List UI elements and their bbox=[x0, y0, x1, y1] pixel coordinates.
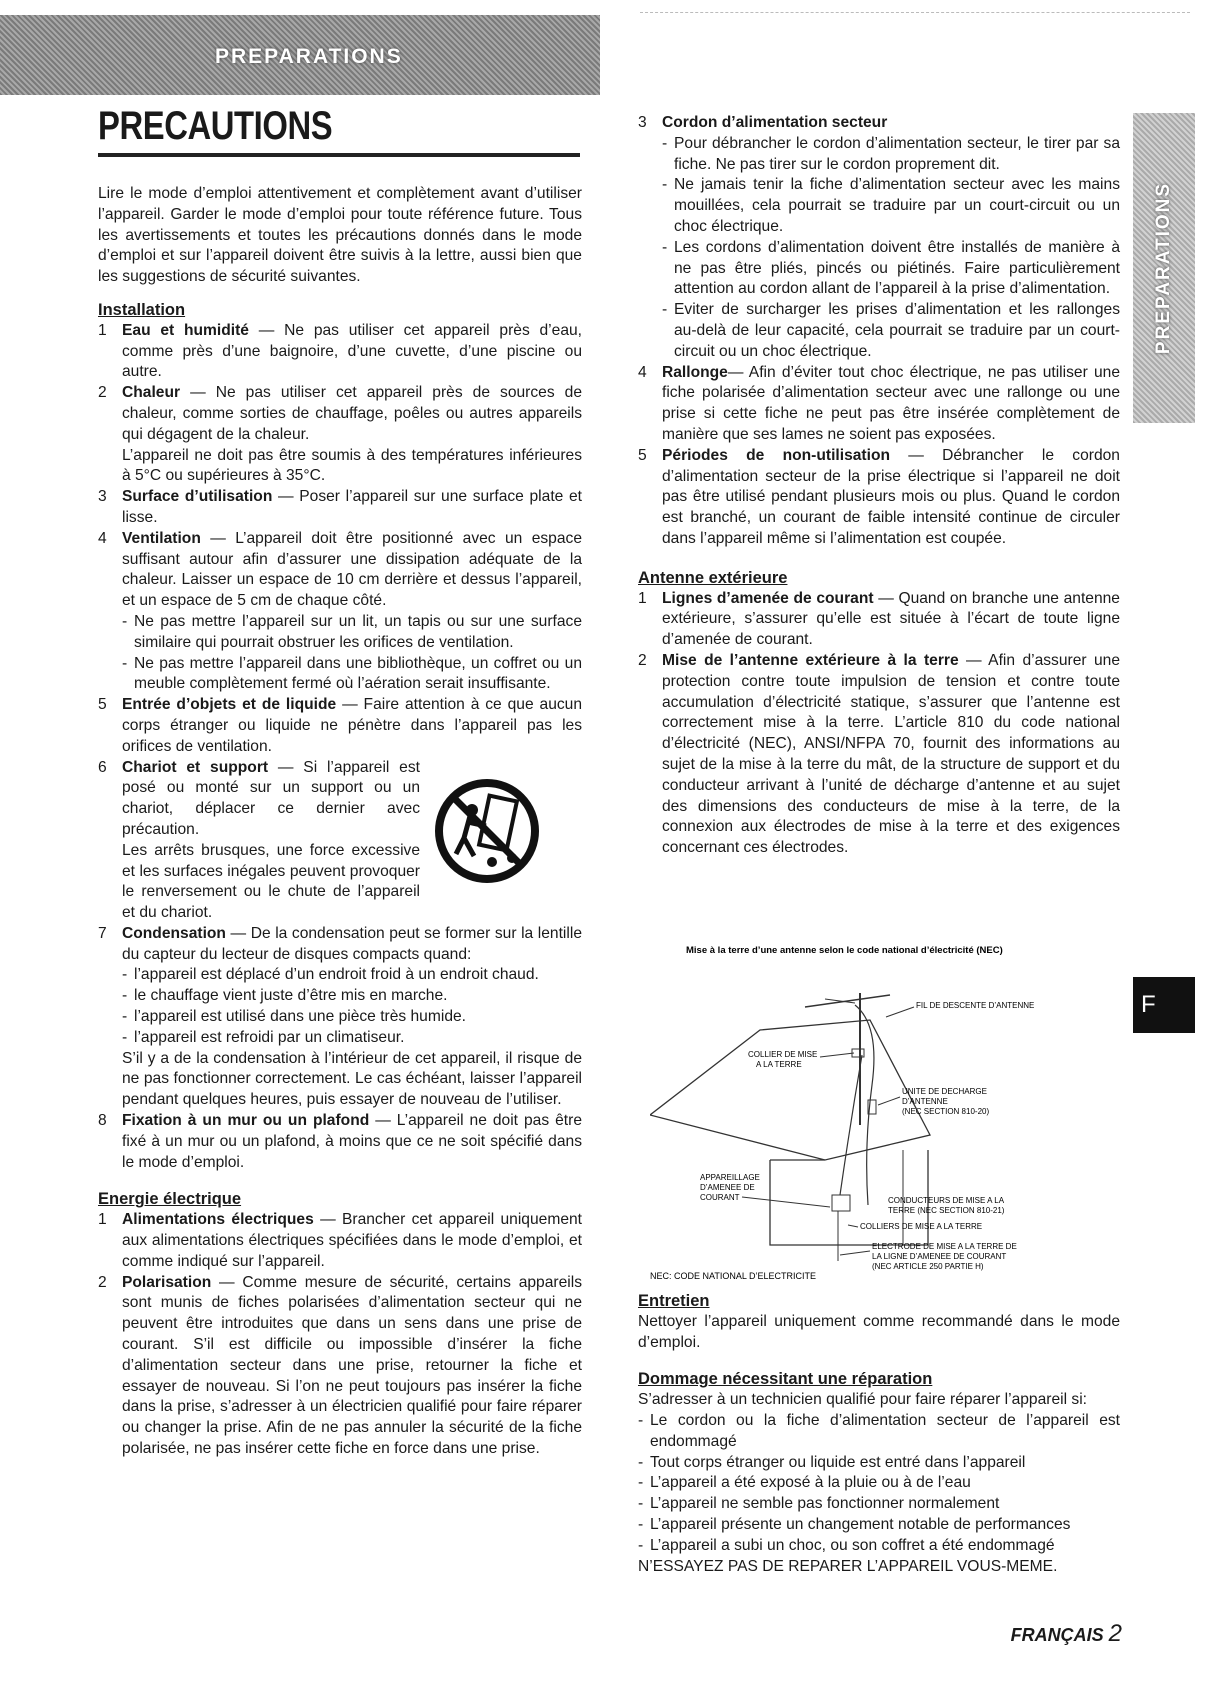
list-item: 2 Chaleur — Ne pas utiliser cet appareil près de sources de chaleur, comme sorties de chauffage, poêles ou autres appareils qui dégagent de la chaleur. L’appareil ne doit pas être soumis à des températures inférieures à 5°C ou supérieures à 35°C. bbox=[98, 384, 582, 485]
side-section-tab: PREPARATIONS bbox=[1133, 113, 1195, 423]
sub-item: - Pour débrancher le cordon d’alimentation secteur, le tirer par sa fiche. Ne pas tirer sur le cordon proprement dit. bbox=[662, 134, 1120, 173]
bullet-item: - L’appareil ne semble pas fonctionner normalement bbox=[638, 1495, 1000, 1513]
top-divider bbox=[640, 12, 1190, 13]
sub-item: - Ne pas mettre l’appareil dans une bibliothèque, un coffret ou un meuble complètement fermé où l’aération serait insuffisante. bbox=[122, 654, 582, 693]
list-item: 1 Lignes d’amenée de courant — Quand on branche une antenne extérieure, s’assurer qu’elle est située à l’écart de toute ligne d’amenée de courant. bbox=[638, 589, 1120, 649]
footer-language: FRANÇAIS bbox=[1010, 1625, 1104, 1645]
page-footer bbox=[1011, 1620, 1122, 1648]
cart-warning-icon bbox=[432, 776, 542, 886]
svg-text:A LA TERRE: A LA TERRE bbox=[756, 1060, 802, 1069]
dommage-intro: S’adresser à un technicien qualifié pour faire réparer l’appareil si: bbox=[638, 1391, 1087, 1409]
right-lower-column bbox=[638, 1291, 1120, 1577]
sub-item: - l’appareil est refroidi par un climatiseur. bbox=[122, 1028, 405, 1046]
sub-item: - Ne jamais tenir la fiche d’alimentation secteur avec les mains mouillées, cela pourrait se traduire par un court-circuit ou un choc électrique. bbox=[662, 176, 1120, 235]
svg-text:(NEC ARTICLE 250 PARTIE H): (NEC ARTICLE 250 PARTIE H) bbox=[872, 1262, 984, 1271]
svg-text:(NEC SECTION 810-20): (NEC SECTION 810-20) bbox=[902, 1107, 990, 1116]
svg-text:D’ANTENNE: D’ANTENNE bbox=[902, 1097, 948, 1106]
right-column bbox=[638, 113, 1120, 859]
dommage-heading: Dommage nécessitant une réparation bbox=[638, 1370, 933, 1389]
entretien-text: Nettoyer l’appareil uniquement comme recommandé dans le mode d’emploi. bbox=[638, 1312, 1120, 1351]
list-item: 1 Eau et humidité — Ne pas utiliser cet appareil près d’eau, comme près d’une baignoire, d’une cuvette, d’une piscine ou autre. bbox=[98, 321, 582, 381]
svg-text:APPAREILLAGE: APPAREILLAGE bbox=[700, 1173, 760, 1182]
list-item: 7 Condensation — De la condensation peut se former sur la lentille du capteur du lecteur de disques compacts quand: - l’appareil est déplacé d’un endroit froid à un endroit chaud. - le chauffage vient juste d’être mis en marche. - l’appareil est utilisé dans une pièce très humide. - l’appareil est refroidi par un climatiseur. S’il y a de la condensation à l’intérieur de cet appareil, il risque de ne pas fonctionner correctement. Le cas échéant, laisser l’appareil pendant quelques heures, puis essayer de nouveau de l’utiliser. bbox=[98, 924, 582, 1109]
bullet-item: - L’appareil a subi un choc, ou son coffret a été endommagé bbox=[638, 1536, 1055, 1554]
sub-item: - Ne pas mettre l’appareil sur un lit, un tapis ou sur une surface similaire qui pourrait obstruer les orifices de ventilation. bbox=[122, 612, 582, 651]
diagram-caption: Mise à la terre d’une antenne selon le code national d’électricité (NEC) bbox=[686, 945, 1003, 956]
svg-text:COLLIER DE MISE: COLLIER DE MISE bbox=[748, 1050, 818, 1059]
list-item: 1 Alimentations électriques — Brancher cet appareil uniquement aux alimentations électriques spécifiées dans le mode d’emploi, et comme indiqué sur l’appareil. bbox=[98, 1211, 582, 1270]
banner-label: PREPARATIONS bbox=[215, 45, 403, 68]
list-item: 2 Mise de l’antenne extérieure à la terre — Afin d’assurer une protection contre toute impulsion de tension et contre toute accumulation d’électricité statique, s’assurer que l’antenne est correctement mise à la terre. L’article 810 du code national d’électricité (NEC), ANSI/NFPA 70, fournit des informations au sujet de la mise à la terre du mât, de la structure de support et du conducteur arrivant à l’unité de décharge d’antenne et au sujet des dimensions des conducteurs de mise à la terre, de la connexion aux électrodes de mise à la terre et des exigences concernant ces électrodes. bbox=[638, 651, 1121, 857]
list-item: 4 Ventilation — L’appareil doit être positionné avec un espace suffisant autour afin d’assurer une dissipation adéquate de la chaleur. Laisser un espace de 10 cm derrière et dessus l’appareil, et un espace de 5 cm de chaque côté. - Ne pas mettre l’appareil sur un lit, un tapis ou sur une surface similaire qui pourrait obstruer les orifices de ventilation. - Ne pas mettre l’appareil dans une bibliothèque, un coffret ou un meuble complètement fermé où l’aération serait insuffisante. bbox=[98, 529, 582, 695]
antenne-heading: Antenne extérieure bbox=[638, 568, 788, 587]
svg-text:FIL DE DESCENTE D’ANTENNE: FIL DE DESCENTE D’ANTENNE bbox=[916, 1001, 1035, 1010]
list-item: 8 Fixation à un mur ou un plafond — L’appareil ne doit pas être fixé à un mur ou un plafond, à moins que ce ne soit spécifié dans le mode d’emploi. bbox=[98, 1112, 582, 1171]
svg-text:UNITE DE DECHARGE: UNITE DE DECHARGE bbox=[902, 1087, 987, 1096]
intro-paragraph: Lire le mode d’emploi attentivement et complètement avant d’utiliser l’appareil. Garder le mode d’emploi pour toute référence future. Tous les avertissements et toutes les précautions donnés dans le mode d’emploi et sur l’appareil doivent être suivis à la lettre, aussi bien que les suggestions de sécurité suivantes. bbox=[98, 185, 582, 286]
sub-item: - l’appareil est utilisé dans une pièce très humide. bbox=[122, 1008, 466, 1026]
sub-item: - l’appareil est déplacé d’un endroit froid à un endroit chaud. bbox=[122, 966, 539, 984]
left-column bbox=[98, 184, 582, 1460]
svg-text:CONDUCTEURS DE MISE A LA: CONDUCTEURS DE MISE A LA bbox=[888, 1196, 1005, 1205]
installation-heading: Installation bbox=[98, 300, 186, 319]
svg-text:LA LIGNE D’AMENEE DE COURANT: LA LIGNE D’AMENEE DE COURANT bbox=[872, 1252, 1007, 1261]
entretien-heading: Entretien bbox=[638, 1292, 710, 1310]
section-banner bbox=[0, 15, 600, 95]
sub-item: - le chauffage vient juste d’être mis en marche. bbox=[122, 987, 448, 1005]
language-tab: F bbox=[1133, 977, 1195, 1033]
list-item: 2 Polarisation — Comme mesure de sécurité, certains appareils sont munis de fiches polarisées d’alimentation secteur qui ne peuvent être introduites que dans un sens dans une prise de courant. S’il est difficile ou impossible d’insérer la fiche d’alimentation secteur dans une prise, retourner la fiche et essayer de nouveau. Si l’on ne peut toujours pas insérer la fiche dans la prise, s’adresser à un électricien qualifié pour faire réparer ou changer la prise. Afin de ne pas annuler la sécurité de la fiche polarisée, ne pas insérer cette fiche en force dans une prise. bbox=[98, 1273, 582, 1458]
list-item: 5 Entrée d’objets et de liquide — Faire attention à ce que aucun corps étranger ou liquide ne pénètre dans l’appareil pas les orifices de ventilation. bbox=[98, 696, 583, 755]
svg-text:TERRE (NEC SECTION 810-21): TERRE (NEC SECTION 810-21) bbox=[888, 1206, 1005, 1215]
list-item: 4 Rallonge— Afin d’éviter tout choc électrique, ne pas utiliser une fiche polarisée d’alimentation secteur avec une rallonge ou une prise si cette fiche ne peut pas être insérée complètement de manière que ses lames ne soient pas exposées. bbox=[638, 363, 1120, 443]
sub-item: - Les cordons d’alimentation doivent être installés de manière à ne pas être pliés, pincés ou piétinés. Faire particulièrement attention au cordon allant de l’appareil à la prise d’alimentation. bbox=[662, 238, 1120, 298]
page-number: 2 bbox=[1108, 1620, 1122, 1647]
bullet-item: - L’appareil présente un changement notable de performances bbox=[638, 1515, 1071, 1533]
svg-text:COLLIERS DE MISE A LA TERRE: COLLIERS DE MISE A LA TERRE bbox=[860, 1222, 983, 1231]
title-rule bbox=[98, 153, 580, 157]
sub-item: - Eviter de surcharger les prises d’alimentation et les rallonges au-delà de leur capacité, cela pourrait se traduire par un court-circuit ou un choc électrique. bbox=[662, 301, 1120, 360]
list-item: 3 Cordon d’alimentation secteur - Pour débrancher le cordon d’alimentation secteur, le tirer par sa fiche. Ne pas tirer sur le cordon proprement dit. - Ne jamais tenir la fiche d’alimentation secteur avec les mains mouillées, cela pourrait se traduire par un court-circuit ou un choc électrique. - Les cordons d’alimentation doivent être installés de manière à ne pas être pliés, pincés ou piétinés. Faire particulièrement attention au cordon allant de l’appareil à la prise d’alimentation. - Eviter de surcharger les prises d’alimentation et les rallonges au-delà de leur capacité, cela pourrait se traduire par un court-circuit ou un choc électrique. bbox=[638, 113, 1120, 363]
list-item: 3 Surface d’utilisation — Poser l’appareil sur une surface plate et lisse. bbox=[98, 488, 582, 526]
antenna-grounding-diagram bbox=[650, 945, 1120, 1285]
svg-text:COURANT: COURANT bbox=[700, 1193, 740, 1202]
nec-note: NEC: CODE NATIONAL D’ELECTRICITE bbox=[650, 1271, 817, 1281]
svg-text:D’AMENEE DE: D’AMENEE DE bbox=[700, 1183, 755, 1192]
repair-warning: N’ESSAYEZ PAS DE REPARER L’APPAREIL VOUS-MEME. bbox=[638, 1557, 1058, 1575]
page-title: PRECAUTIONS bbox=[98, 104, 333, 148]
svg-text:ELECTRODE DE MISE A LA TERRE D: ELECTRODE DE MISE A LA TERRE DE bbox=[872, 1242, 1017, 1251]
energie-heading: Energie électrique bbox=[98, 1190, 242, 1209]
list-item: 6 Chariot et support — Si l’appareil est posé ou monté sur un support ou un chariot, déplacer ce dernier avec précaution. Les arrêts brusques, une force excessive et les surfaces inégales peuvent provoquer le renversement ou le chute de l’appareil et du chariot. bbox=[98, 758, 582, 924]
bullet-item: - L’appareil a été exposé à la pluie ou à de l’eau bbox=[638, 1474, 971, 1492]
list-item: 5 Périodes de non-utilisation — Débrancher le cordon d’alimentation secteur de la prise électrique si l’appareil ne doit pas être utilisé pendant plusieurs mois ou plus. Quand le cordon est branché, un courant de faible intensité continue de circuler dans l’appareil même si l’alimentation est coupée. bbox=[638, 446, 1120, 547]
bullet-item: - Tout corps étranger ou liquide est entré dans l’appareil bbox=[638, 1453, 1026, 1471]
bullet-item: - Le cordon ou la fiche d’alimentation secteur de l’appareil est endommagé bbox=[638, 1411, 1120, 1450]
